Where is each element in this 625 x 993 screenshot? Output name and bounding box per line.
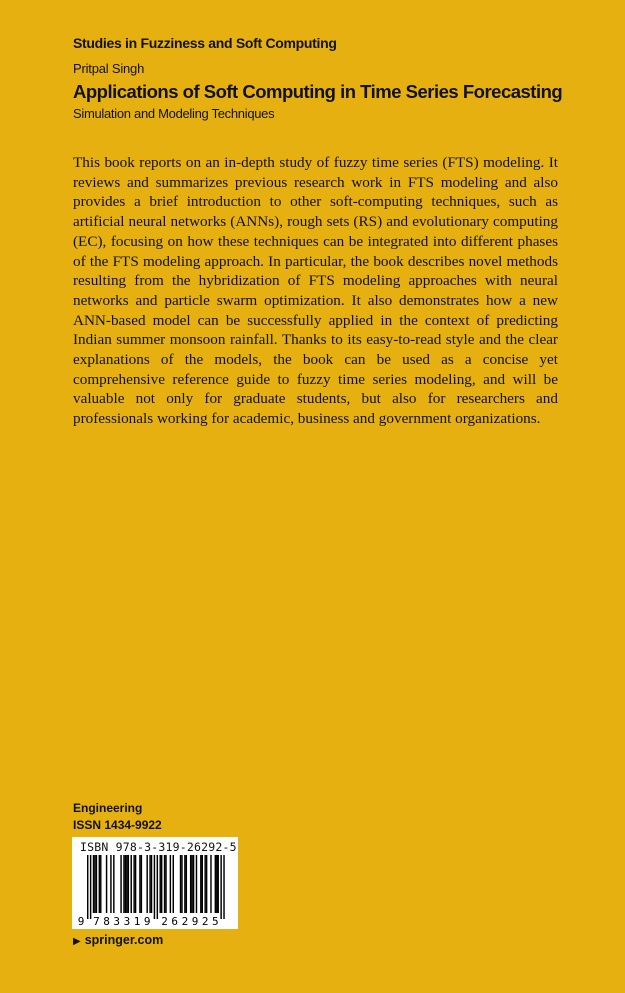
barcode-image (76, 855, 234, 927)
barcode-bar (100, 855, 101, 913)
barcode-digit: 2 (181, 915, 189, 927)
barcode-bar (161, 855, 162, 913)
barcode-bar (149, 855, 150, 913)
barcode-bar (170, 855, 171, 913)
barcode-bar (87, 855, 88, 919)
barcode-digit: 8 (103, 915, 110, 927)
subject-label: Engineering (73, 801, 143, 815)
barcode-bar (110, 855, 111, 913)
barcode-digit: 5 (212, 915, 219, 927)
barcode-digit: 9 (143, 915, 151, 927)
barcode-bar (126, 855, 127, 913)
footer-metadata (73, 800, 162, 834)
barcode-bar (165, 855, 166, 913)
barcode-bar (184, 855, 185, 913)
isbn-label: ISBN 978-3-319-26292-5 (80, 840, 237, 854)
barcode-bar (146, 855, 147, 913)
barcode-digit: 3 (113, 915, 121, 927)
barcode-bar (210, 855, 211, 913)
barcode-bar (139, 855, 140, 913)
barcode-bars (87, 855, 225, 919)
barcode-digit: 6 (171, 915, 179, 927)
barcode-digit: 2 (161, 915, 168, 927)
barcode-bar (135, 855, 136, 913)
barcode-bar (128, 855, 129, 913)
barcode-bar (173, 855, 174, 913)
barcode-bar (133, 855, 134, 913)
barcode-bar (218, 855, 219, 913)
barcode-bar (93, 855, 94, 913)
barcode-digit: 7 (93, 915, 100, 927)
isbn-barcode-box (72, 837, 238, 929)
barcode-bar (141, 855, 142, 913)
barcode-bar (180, 855, 181, 913)
barcode-digits (78, 915, 219, 927)
publisher-website[interactable] (73, 933, 163, 947)
book-subtitle: Simulation and Modeling Techniques (73, 106, 275, 121)
barcode-digit: 9 (191, 915, 199, 927)
barcode-bar (223, 855, 224, 919)
barcode-bar (131, 855, 132, 913)
barcode-bar (106, 855, 107, 913)
barcode-bar (200, 855, 201, 913)
right-triangle-icon: ▶ (73, 936, 81, 947)
barcode-bar (181, 855, 182, 913)
barcode-bar (99, 855, 100, 913)
barcode-bar (120, 855, 121, 913)
barcode-bar (90, 855, 91, 919)
website-label: springer.com (84, 933, 164, 947)
barcode-bar (154, 855, 155, 919)
barcode-bar (125, 855, 126, 913)
book-title: Applications of Soft Computing in Time Series Forecasting (73, 81, 563, 102)
barcode-bar (164, 855, 165, 913)
barcode-bar (113, 855, 114, 913)
barcode-bar (216, 855, 217, 913)
barcode-bar (186, 855, 187, 913)
barcode-bar (190, 855, 191, 913)
barcode-bar (96, 855, 97, 913)
issn-label: ISSN 1434-9922 (73, 818, 162, 832)
series-name: Studies in Fuzziness and Soft Computing (73, 35, 337, 51)
barcode-digit: 1 (133, 915, 141, 927)
barcode-digit: 9 (77, 915, 85, 927)
barcode-bar (123, 855, 124, 913)
barcode-bar (193, 855, 194, 913)
barcode-bar (151, 855, 152, 913)
barcode-digit: 2 (201, 915, 209, 927)
barcode-bar (206, 855, 207, 913)
barcode-bar (215, 855, 216, 913)
barcode-bar (157, 855, 158, 919)
barcode-bar (204, 855, 205, 913)
book-description: This book reports on an in-depth study of fuzzy time series (FTS) modeling. It reviews and summarizes previous research work in FTS modeling and also provides a brief introduction to other soft-computing techniques, such as artificial neural networks (ANNs), rough sets (RS) and evolutionary computing (EC), focusing on how these techniques can be integrated into different phases of the FTS modeling approach. In particular, the book describes novel methods resulting from the hybridization of FTS modeling approaches with neural networks and particle swarm optimization. It also demonstrates how a new ANN-based model can be successfully applied in the context of predicting Indian summer monsoon rainfall. Thanks to its easy-to-read style and the clear explanations of the models, the book can be used as a concise yet comprehensive reference guide to fuzzy time series modeling, and will be valuable not only for graduate students, but also for researchers and professionals working for academic, business and government organizations. (73, 154, 558, 428)
barcode-bar (196, 855, 197, 913)
barcode-bar (202, 855, 203, 913)
barcode-digit: 3 (123, 915, 131, 927)
barcode-bar (191, 855, 192, 913)
barcode-bar (220, 855, 221, 919)
barcode-bar (94, 855, 95, 913)
barcode-bar (160, 855, 161, 913)
author-name: Pritpal Singh (73, 61, 145, 76)
